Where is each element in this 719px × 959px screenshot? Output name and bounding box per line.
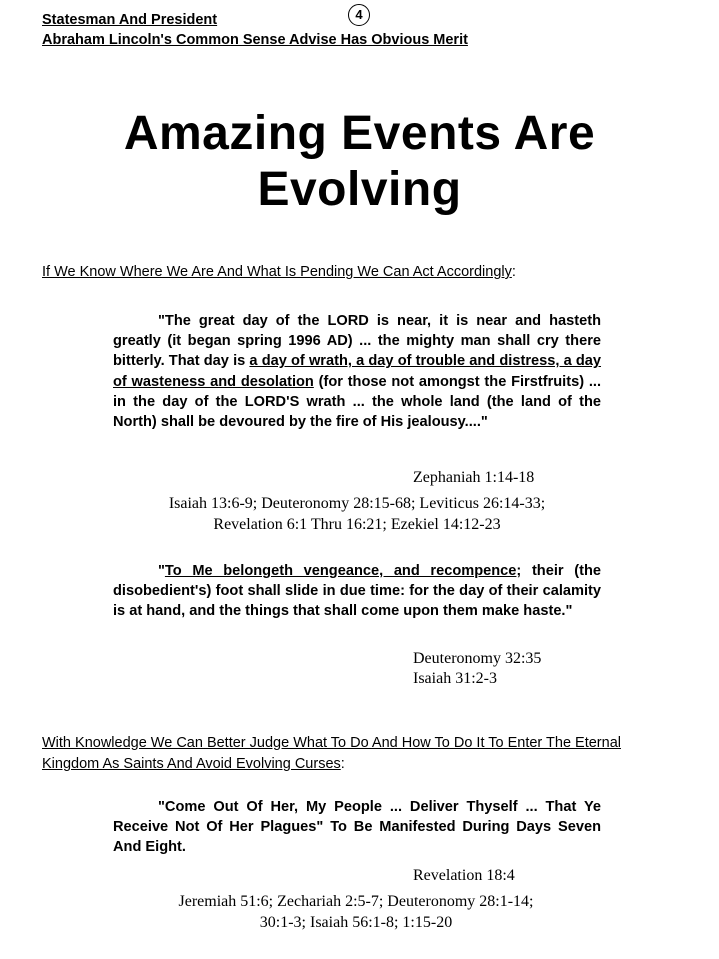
reference-block-1 [113,493,601,535]
reference-deuteronomy: Deuteronomy 32:35 [413,650,542,667]
quote-1-underlined: a day of wrath, a day of trouble and distress, a day of wasteness and desolation [113,353,602,390]
section-heading-2-text: With Knowledge We Can Better Judge What To Do And How To Do It To Enter The Eternal Kingdom As Saints And Avoid Evolving Curses [42,735,621,772]
page-number: 4 [348,4,370,26]
reference-line: Isaiah 13:6-9; Deuteronomy 28:15-68; Leviticus 26:14-33; [168,495,546,512]
reference-zephaniah: Zephaniah 1:14-18 [413,469,535,486]
quote-deuteronomy [113,561,601,622]
section-heading-1-text: If We Know Where We Are And What Is Pending We Can Act Accordingly [42,264,512,280]
reference-line: 30:1-3; Isaiah 56:1-8; 1:15-20 [259,914,453,931]
reference-isaiah: Isaiah 31:2-3 [413,670,497,687]
header-line-2: Abraham Lincoln's Common Sense Advise Has Obvious Merit [42,32,468,48]
quote-revelation [113,797,601,858]
section-heading-2 [42,733,682,775]
header-line-1: Statesman And President [42,12,218,28]
quote-2-open: " [158,563,165,579]
reference-line: Jeremiah 51:6; Zechariah 2:5-7; Deuteronomy 28:1-14; [178,893,534,910]
quote-2-rest: ; their (the disobedient's) foot shall slide in due time: for the day of their calamity is at hand, and the things that shall come upon them make haste." [113,563,601,620]
quote-zephaniah [113,311,601,432]
title-line-1: Amazing Events Are [123,107,596,160]
quote-1-part-1: "The great day of the LORD is near, it is near and hasteth greatly (it began spring 1996 AD) ... the mighty man shall cry there bitterly. That day is [113,313,601,370]
reference-revelation: Revelation 18:4 [413,867,515,884]
quote-2-underlined: To Me belongeth vengeance, and recompence [164,563,517,579]
reference-block-2 [100,891,612,933]
section-heading-1 [42,262,516,283]
quote-3-text: "Come Out Of Her, My People ... Deliver Thyself ... That Ye Receive Not Of Her Plagues" To Be Manifested During Days Seven And Eight. [113,799,601,856]
title-line-2: Evolving [257,163,462,216]
page-title [0,106,719,218]
reference-line: Revelation 6:1 Thru 16:21; Ezekiel 14:12-23 [213,516,501,533]
quote-1-part-2: (for those not amongst the Firstfruits) ... in the day of the LORD'S wrath ... the whole land (the land of the North) shall be devoured by the fire of His jealousy...." [113,373,601,431]
section-heading-2-colon: : [340,756,345,772]
section-heading-1-colon: : [511,264,516,280]
